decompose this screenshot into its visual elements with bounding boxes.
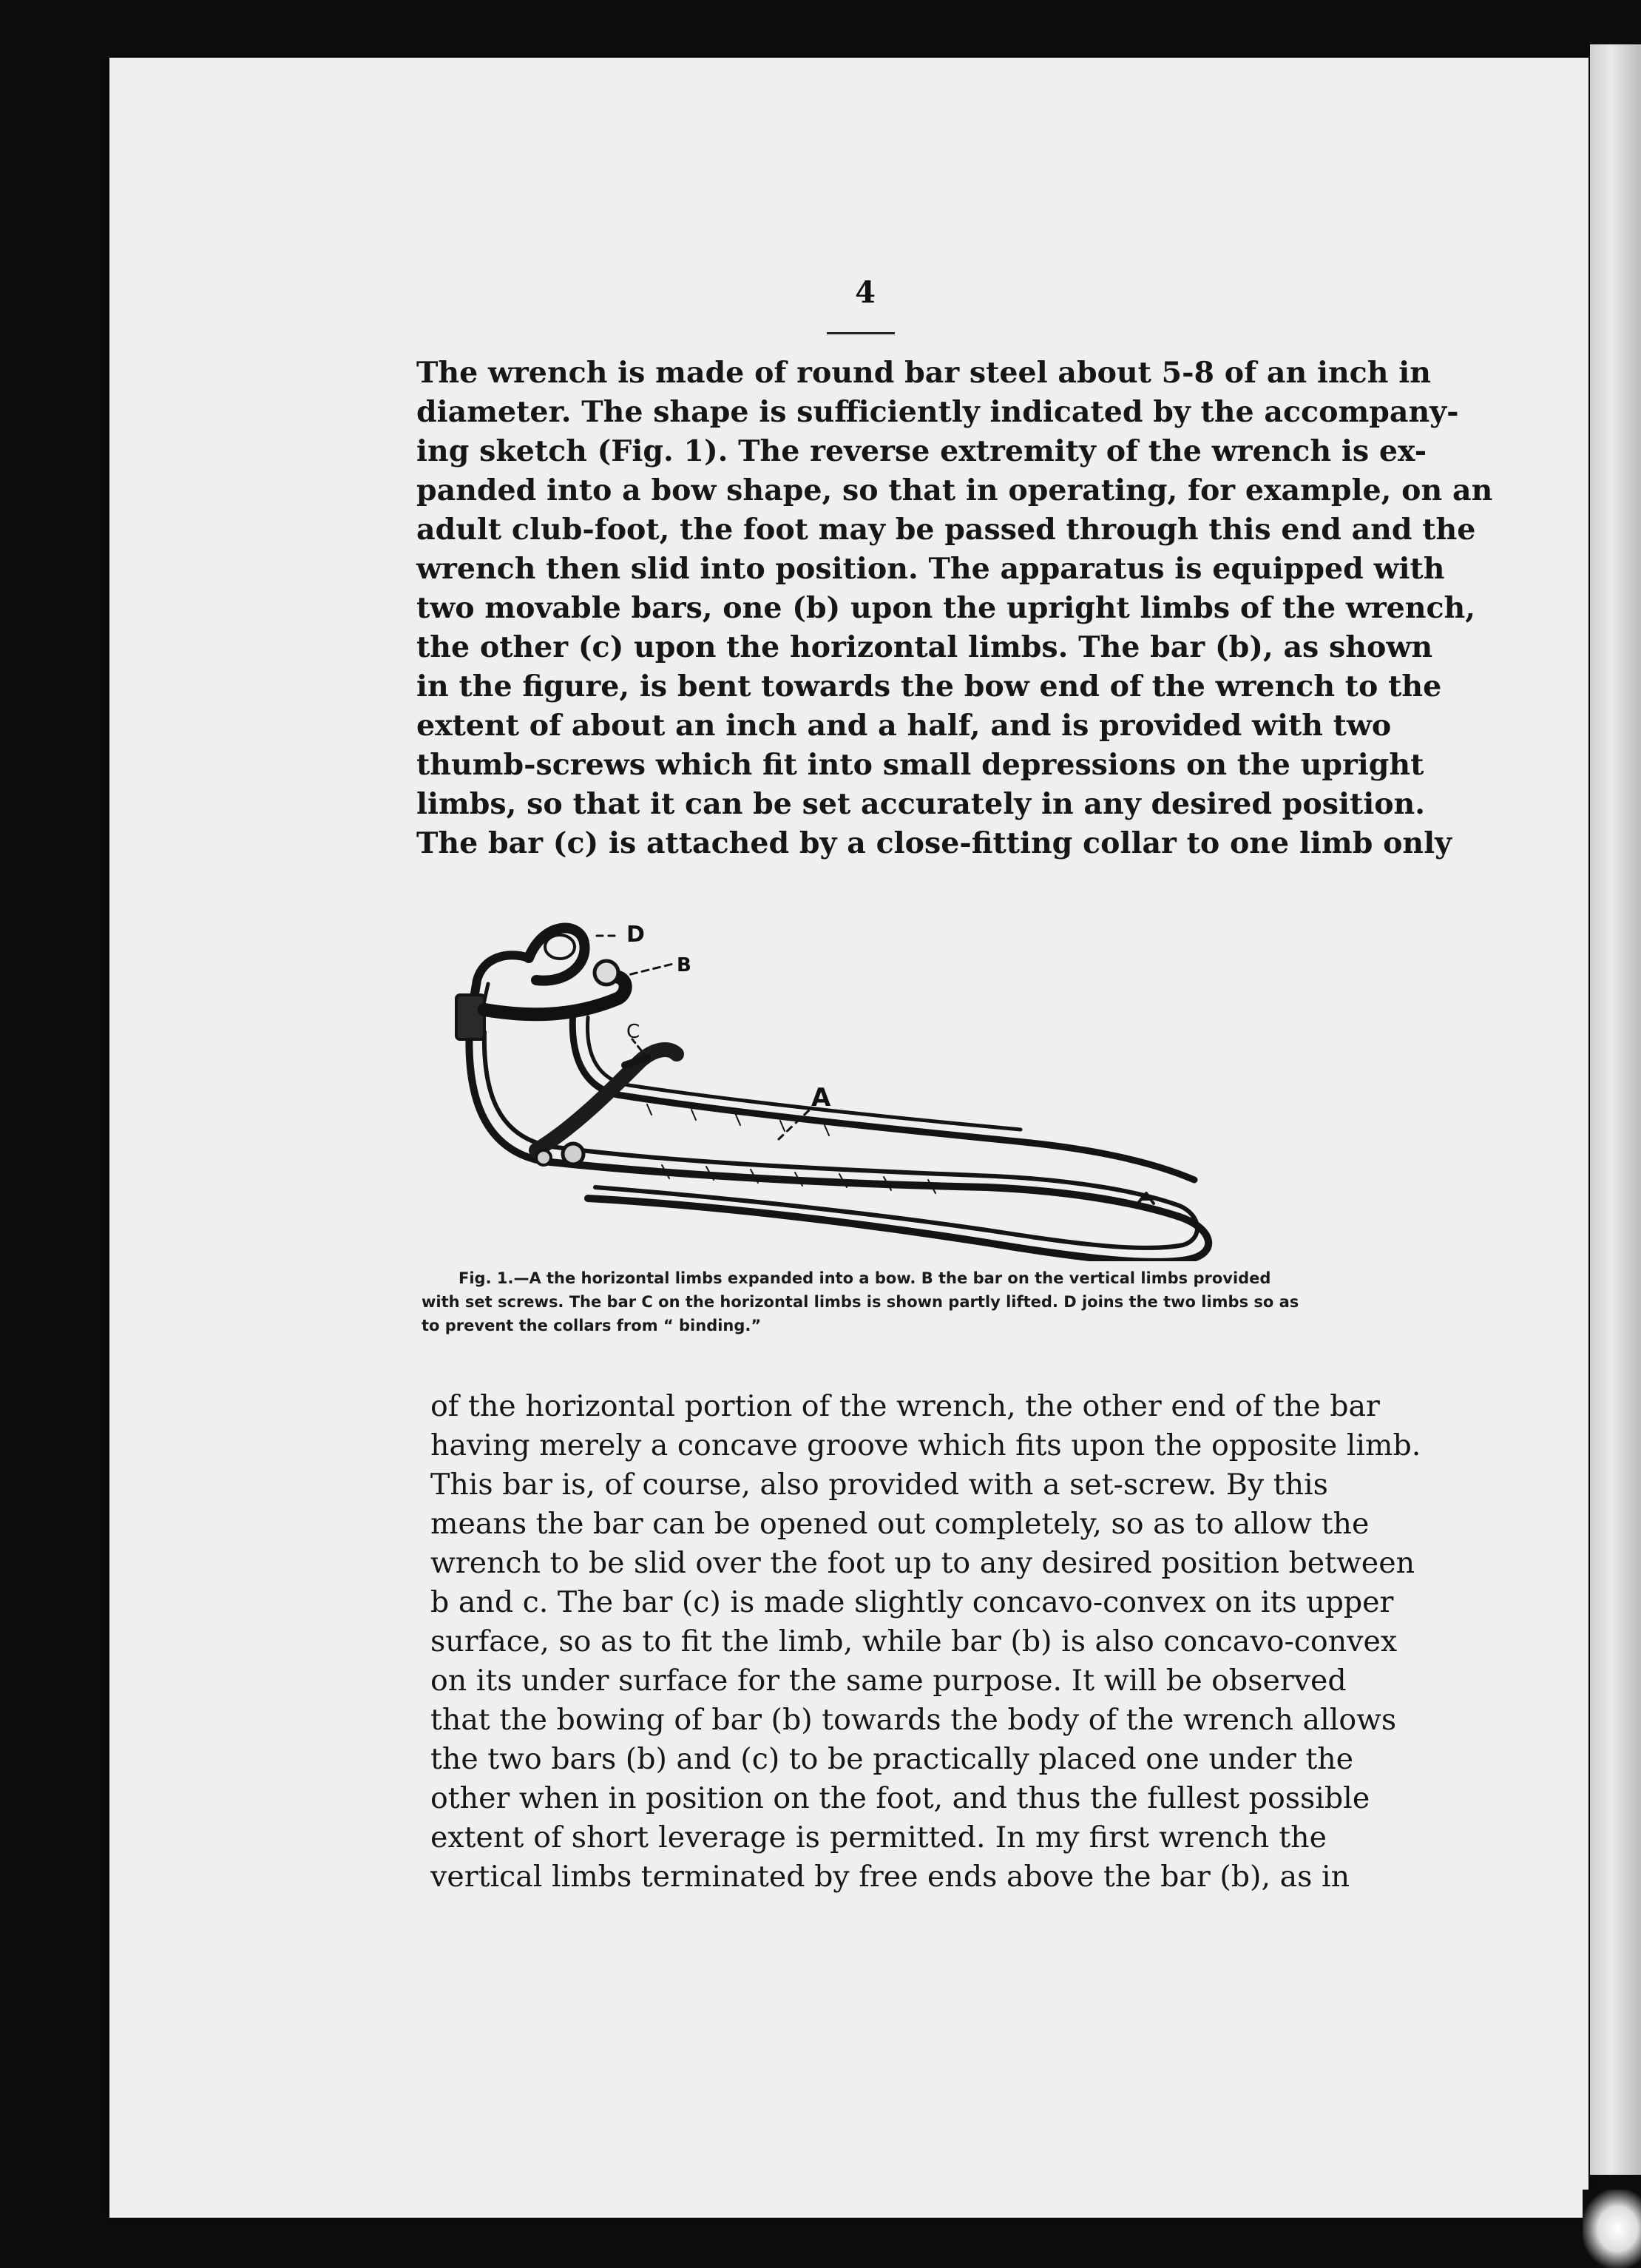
text-line: vertical limbs terminated by free ends above the bar (b), as in [430, 1860, 1350, 1894]
text-line: This bar is, of course, also provided with a set-screw. By this [430, 1468, 1328, 1502]
text-line: that the bowing of bar (b) towards the body of the wrench allows [430, 1703, 1397, 1737]
body-paragraph-2 [430, 1387, 1421, 1897]
text-line: in the figure, is bent towards the bow end of the wrench to the [416, 669, 1442, 703]
figure-caption [422, 1266, 1325, 1337]
text-line: The wrench is made of round bar steel about 5-8 of an inch in [416, 356, 1431, 390]
page-number-rule [827, 332, 895, 334]
text-line: thumb-screws which fit into small depressions on the upright [416, 748, 1424, 782]
page-number: 4 [855, 275, 876, 310]
figure-label-b: B [677, 954, 691, 976]
text-line: two movable bars, one (b) upon the upright limbs of the wrench, [416, 591, 1476, 625]
text-line: wrench then slid into position. The apparatus is equipped with [416, 552, 1445, 586]
text-line: on its under surface for the same purpose. It will be observed [430, 1664, 1347, 1698]
caption-line-3: to prevent the collars from “ binding.” [422, 1317, 762, 1334]
text-line: ing sketch (Fig. 1). The reverse extremity of the wrench is ex- [416, 434, 1427, 468]
text-line: The bar (c) is attached by a close-fitting collar to one limb only [416, 826, 1452, 860]
figure-wrench-illustration [425, 906, 1313, 1261]
figure-label-c: C [626, 1021, 640, 1043]
text-line: surface, so as to fit the limb, while bar (b) is also concavo-convex [430, 1624, 1398, 1658]
text-line: extent of short leverage is permitted. In my first wrench the [430, 1820, 1327, 1854]
text-line: having merely a concave groove which fits upon the opposite limb. [430, 1428, 1421, 1462]
figure-label-a: A [811, 1083, 831, 1113]
text-line: limbs, so that it can be set accurately in any desired position. [416, 787, 1426, 821]
caption-line-1: Fig. 1.—A the horizontal limbs expanded into a bow. B the bar on the vertical limbs provided [459, 1269, 1271, 1287]
adjacent-page-edge [1590, 44, 1641, 2175]
text-line: extent of about an inch and a half, and is provided with two [416, 709, 1392, 743]
text-line: b and c. The bar (c) is made slightly concavo-convex on its upper [430, 1585, 1394, 1619]
body-paragraph-1 [416, 354, 1493, 863]
text-line: adult club-foot, the foot may be passed through this end and the [416, 513, 1476, 547]
text-line: wrench to be slid over the foot up to any desired position between [430, 1546, 1415, 1580]
text-line: diameter. The shape is sufficiently indicated by the accompany- [416, 395, 1459, 429]
text-line: the two bars (b) and (c) to be practically placed one under the [430, 1742, 1354, 1776]
text-line: of the horizontal portion of the wrench, the other end of the bar [430, 1389, 1380, 1423]
wrench-drawing [425, 906, 1313, 1261]
text-line: panded into a bow shape, so that in operating, for example, on an [416, 473, 1493, 507]
figure-label-d: D [626, 922, 645, 948]
text-line: the other (c) upon the horizontal limbs. The bar (b), as shown [416, 630, 1433, 664]
text-line: other when in position on the foot, and thus the fullest possible [430, 1781, 1370, 1815]
text-line: means the bar can be opened out completely, so as to allow the [430, 1507, 1370, 1541]
scan-light-flare [1583, 2190, 1641, 2268]
caption-line-2: with set screws. The bar C on the horizontal limbs is shown partly lifted. D joins the two limbs so as [422, 1293, 1299, 1311]
